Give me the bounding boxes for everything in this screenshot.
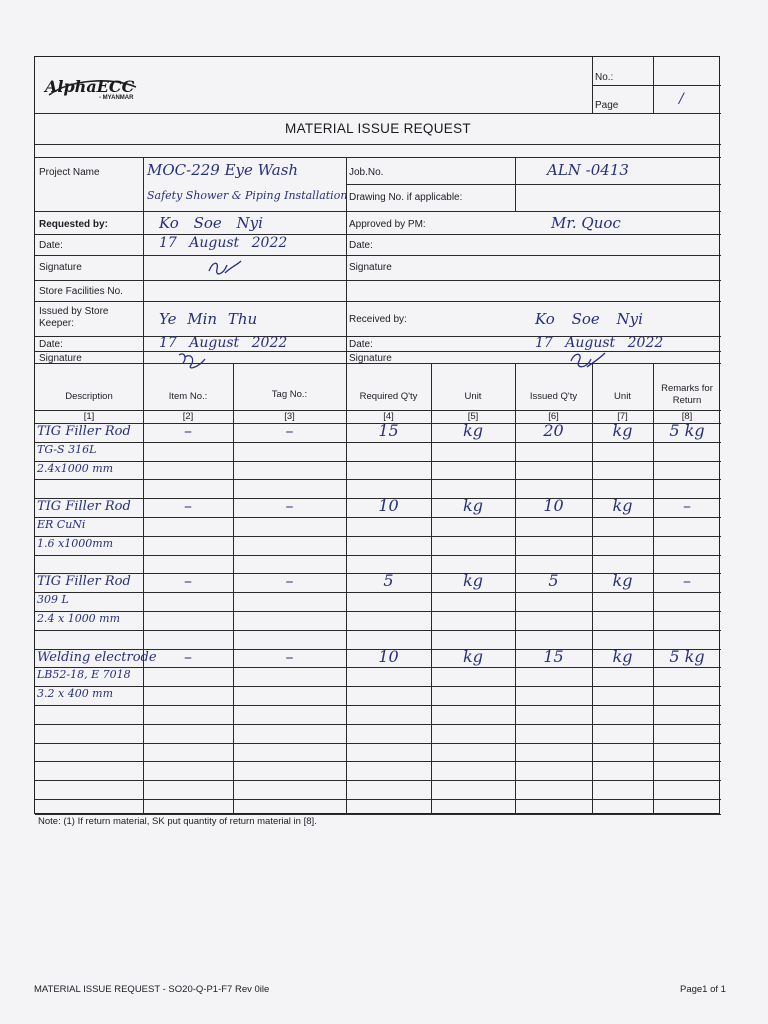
signature2-label: Signature xyxy=(39,353,82,364)
item-issued-qty: 15 xyxy=(543,646,564,666)
item-unit2: kg xyxy=(612,496,633,516)
date-label: Date: xyxy=(39,240,63,251)
item-unit2: kg xyxy=(612,646,633,666)
col-header-required-qty: Required Q'ty xyxy=(359,391,418,402)
item-issued-qty: 5 xyxy=(548,571,559,591)
footer-form-code: MATERIAL ISSUE REQUEST - SO20-Q-P1-F7 Rev 0ile xyxy=(34,984,270,995)
item-description-line: TG-S 316L xyxy=(37,442,97,456)
logo-text: AlphaECC xyxy=(45,77,135,96)
item-unit2: kg xyxy=(612,421,633,440)
item-description-line: 2.4x1000 mm xyxy=(37,461,114,475)
item-description-line: 309 L xyxy=(37,593,69,607)
item-item-no: – xyxy=(184,646,192,666)
page-value: / xyxy=(679,91,684,107)
item-description-line: 1.6 x1000mm xyxy=(37,536,114,550)
col-header-remarks: Remarks for Return xyxy=(661,383,713,406)
item-unit2: kg xyxy=(612,571,633,591)
col-num-3: [3] xyxy=(284,411,295,422)
date-label-right: Date: xyxy=(349,240,373,251)
item-remarks: 5 kg xyxy=(669,421,705,440)
col-header-unit2: Unit xyxy=(614,391,631,402)
approved-by-value: Mr. Quoc xyxy=(551,214,621,232)
col-header-unit: Unit xyxy=(464,391,482,402)
project-name-value: MOC-229 Eye Wash xyxy=(147,161,299,179)
item-unit: kg xyxy=(463,646,483,666)
logo-subtext: - MYANMAR xyxy=(99,95,134,101)
item-issued-qty: 20 xyxy=(543,421,564,440)
date2-label: Date: xyxy=(39,339,63,350)
item-description-line: LB52-18, E 7018 xyxy=(37,668,131,682)
form-title: MATERIAL ISSUE REQUEST xyxy=(285,121,471,136)
col-num-6: [6] xyxy=(548,411,559,422)
item-description-line: 3.2 x 400 mm xyxy=(37,687,114,701)
job-no-label: Job.No. xyxy=(349,167,384,178)
item-unit: kg xyxy=(463,496,483,516)
requested-by-label: Requested by: xyxy=(39,219,108,230)
project-name-label: Project Name xyxy=(39,167,100,178)
requester-signature-icon xyxy=(205,257,245,279)
item-tag-no: – xyxy=(285,646,294,666)
col-num-4: [4] xyxy=(383,411,394,422)
col-num-1: [1] xyxy=(83,411,95,422)
form-frame xyxy=(34,56,720,814)
item-unit: kg xyxy=(463,421,483,440)
col-header-description: Description xyxy=(65,391,113,402)
signature-label-right: Signature xyxy=(349,262,392,273)
col-header-tag-no: Tag No.: xyxy=(271,389,308,400)
col-num-8: [8] xyxy=(681,411,693,422)
item-tag-no: – xyxy=(285,571,294,591)
date-value: 17 August 2022 xyxy=(159,235,288,251)
item-description-line: TIG Filler Rod xyxy=(37,574,131,590)
item-description-line: ER CuNi xyxy=(37,518,86,531)
col-num-7: [7] xyxy=(617,411,628,422)
col-header-issued-qty: Issued Q'ty xyxy=(529,391,578,402)
footer-page-number: Page1 of 1 xyxy=(680,984,726,995)
form-note: Note: (1) If return material, SK put quantity of return material in [8]. xyxy=(38,816,317,827)
item-req-qty: 10 xyxy=(378,496,399,516)
page-label: Page xyxy=(595,100,619,111)
item-remarks: – xyxy=(683,496,691,516)
item-item-no: – xyxy=(184,496,192,516)
storekeeper-signature-icon xyxy=(175,349,211,371)
item-req-qty: 15 xyxy=(378,421,399,440)
date2-value-right: 17 August 2022 xyxy=(535,335,664,351)
item-item-no: – xyxy=(184,421,192,440)
col-num-2: [2] xyxy=(182,411,194,422)
no-label: No.: xyxy=(595,72,614,83)
approved-by-label: Approved by PM: xyxy=(349,219,426,230)
received-by-value: Ko Soe Nyi xyxy=(535,310,643,328)
issued-by-label: Issued by Store Keeper: xyxy=(39,306,109,329)
item-req-qty: 5 xyxy=(383,571,394,591)
item-remarks: – xyxy=(683,571,691,591)
drawing-no-label: Drawing No. if applicable: xyxy=(349,192,463,203)
item-remarks: 5 kg xyxy=(669,646,705,666)
requested-by-value: Ko Soe Nyi xyxy=(159,214,263,232)
col-header-item-no: Item No.: xyxy=(168,391,208,402)
issued-by-value: Ye Min Thu xyxy=(159,310,258,328)
items-table-body xyxy=(35,423,721,815)
item-item-no: – xyxy=(184,571,192,591)
date2-label-right: Date: xyxy=(349,339,373,350)
item-issued-qty: 10 xyxy=(543,496,564,516)
item-description-line: 2.4 x 1000 mm xyxy=(37,612,121,625)
received-by-label: Received by: xyxy=(349,314,407,325)
item-tag-no: – xyxy=(285,421,294,440)
item-req-qty: 10 xyxy=(378,646,399,666)
item-description-line: Welding electrode xyxy=(37,649,157,665)
item-tag-no: – xyxy=(285,496,294,516)
item-description-line: TIG Filler Rod xyxy=(37,424,131,439)
item-unit: kg xyxy=(463,571,483,591)
item-description-line: TIG Filler Rod xyxy=(37,499,131,515)
store-facilities-label: Store Facilities No. xyxy=(39,286,123,297)
col-num-5: [5] xyxy=(467,411,479,422)
receiver-signature-icon xyxy=(567,349,607,375)
company-logo xyxy=(41,71,151,105)
signature2-label-right: Signature xyxy=(349,353,392,364)
job-no-value: ALN -0413 xyxy=(547,161,629,179)
project-name-value-line2: Safety Shower & Piping Installation xyxy=(147,189,348,202)
signature-label: Signature xyxy=(39,262,82,273)
date2-value: 17 August 2022 xyxy=(159,335,288,351)
